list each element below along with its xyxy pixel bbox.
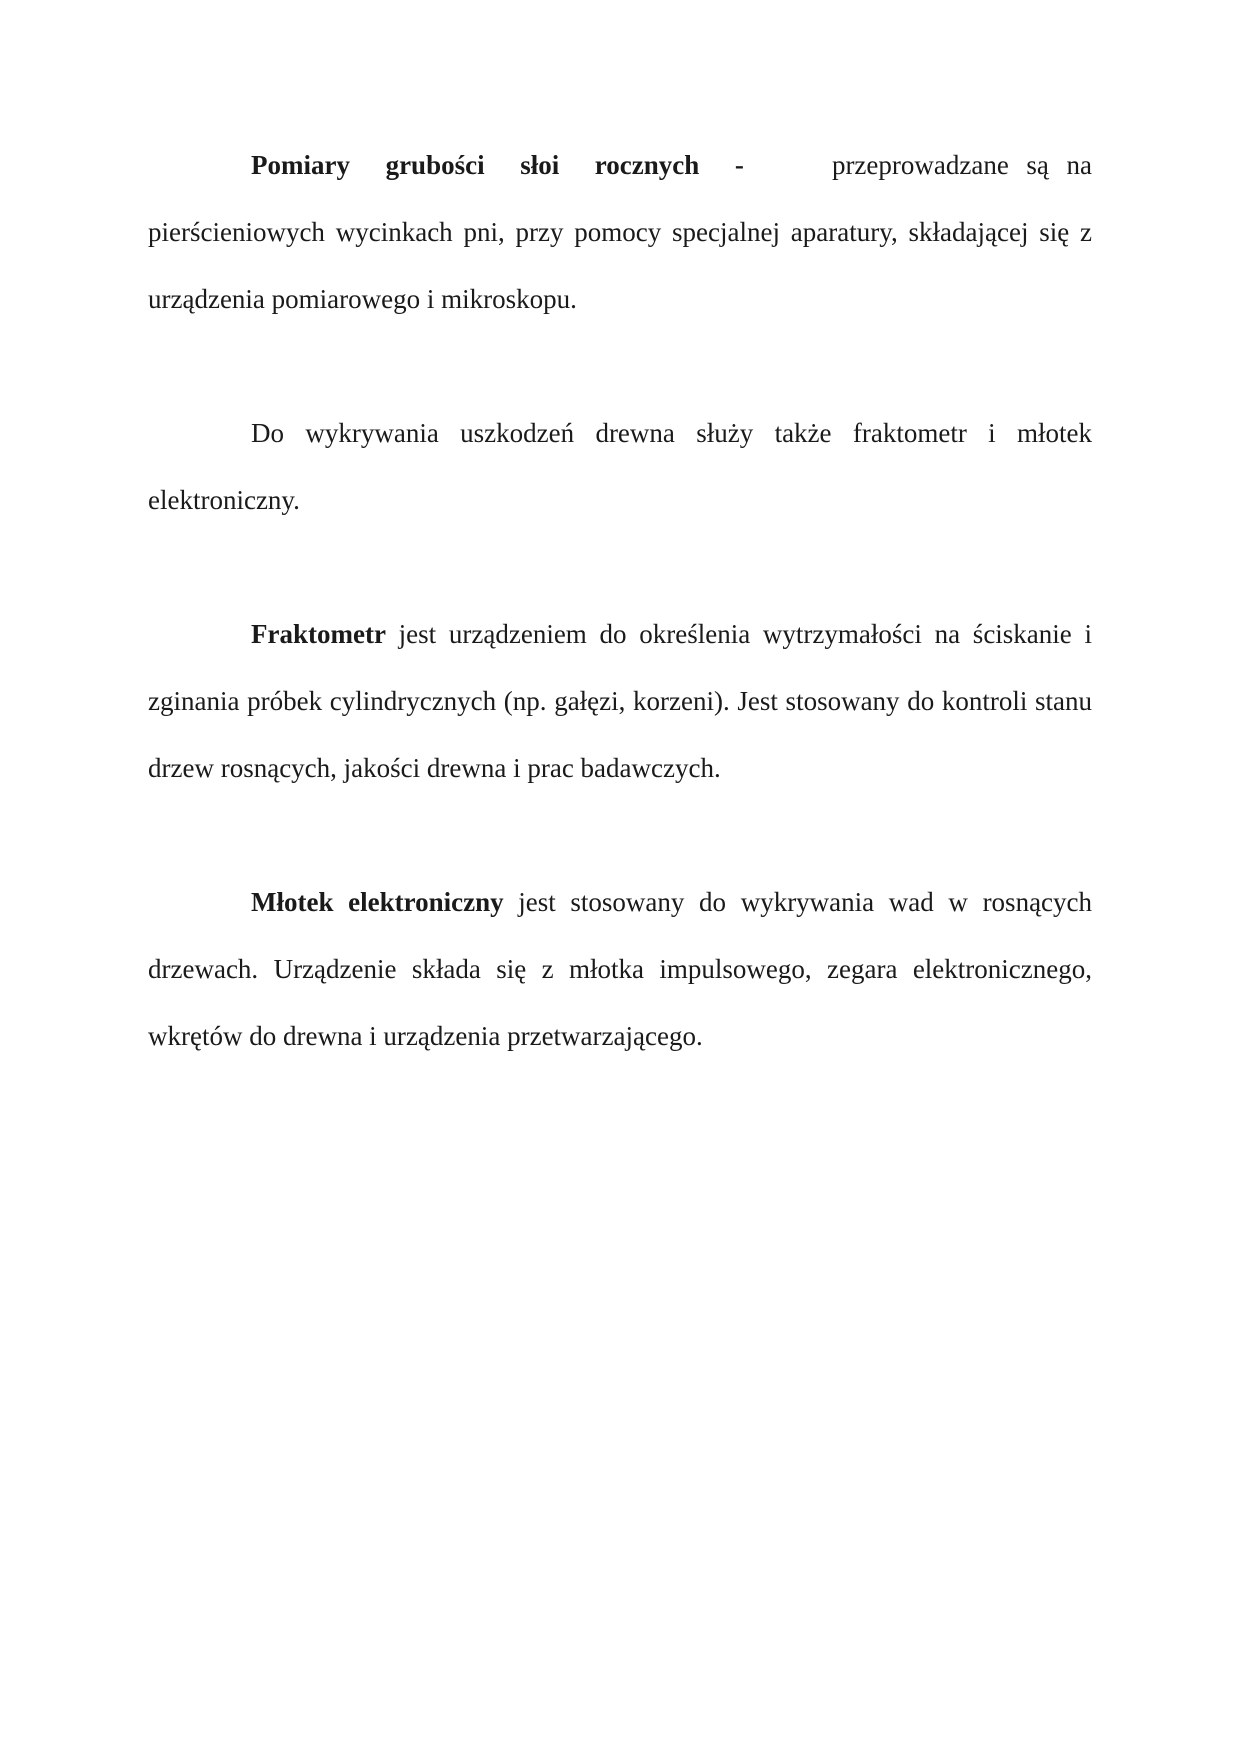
- term-electronic-hammer: Młotek elektroniczny: [251, 887, 504, 917]
- paragraph-text: Do wykrywania uszkodzeń drewna służy także fraktometr i młotek elektroniczny.: [148, 418, 1092, 515]
- paragraph-text: przeprowadzane są na pierścieniowych wycinkach pni, przy pomocy specjalnej aparatury, składającej się z urządzenia pomiarowego i mikroskopu.: [148, 150, 1093, 314]
- term-fractometer: Fraktometr: [251, 619, 386, 649]
- paragraph-fractometer: [148, 601, 1092, 802]
- term-ring-width-measurement: Pomiary grubości słoi rocznych -: [251, 150, 744, 180]
- paragraph-text: jest stosowany do wykrywania wad w rosnących drzewach. Urządzenie składa się z młotka impulsowego, zegara elektronicznego, wkrętów do drewna i urządzenia przetwarzającego.: [148, 887, 1093, 1051]
- paragraph-electronic-hammer: [148, 869, 1092, 1070]
- paragraph-text: jest urządzeniem do określenia wytrzymałości na ściskanie i zginania próbek cylindrycznych (np. gałęzi, korzeni). Jest stosowany do kontroli stanu drzew rosnących, jakości drewna i prac badawczych.: [148, 619, 1093, 783]
- document-page: [148, 132, 1092, 1137]
- paragraph-ring-width-measurement: [148, 132, 1092, 333]
- paragraph-damage-detection: [148, 400, 1092, 534]
